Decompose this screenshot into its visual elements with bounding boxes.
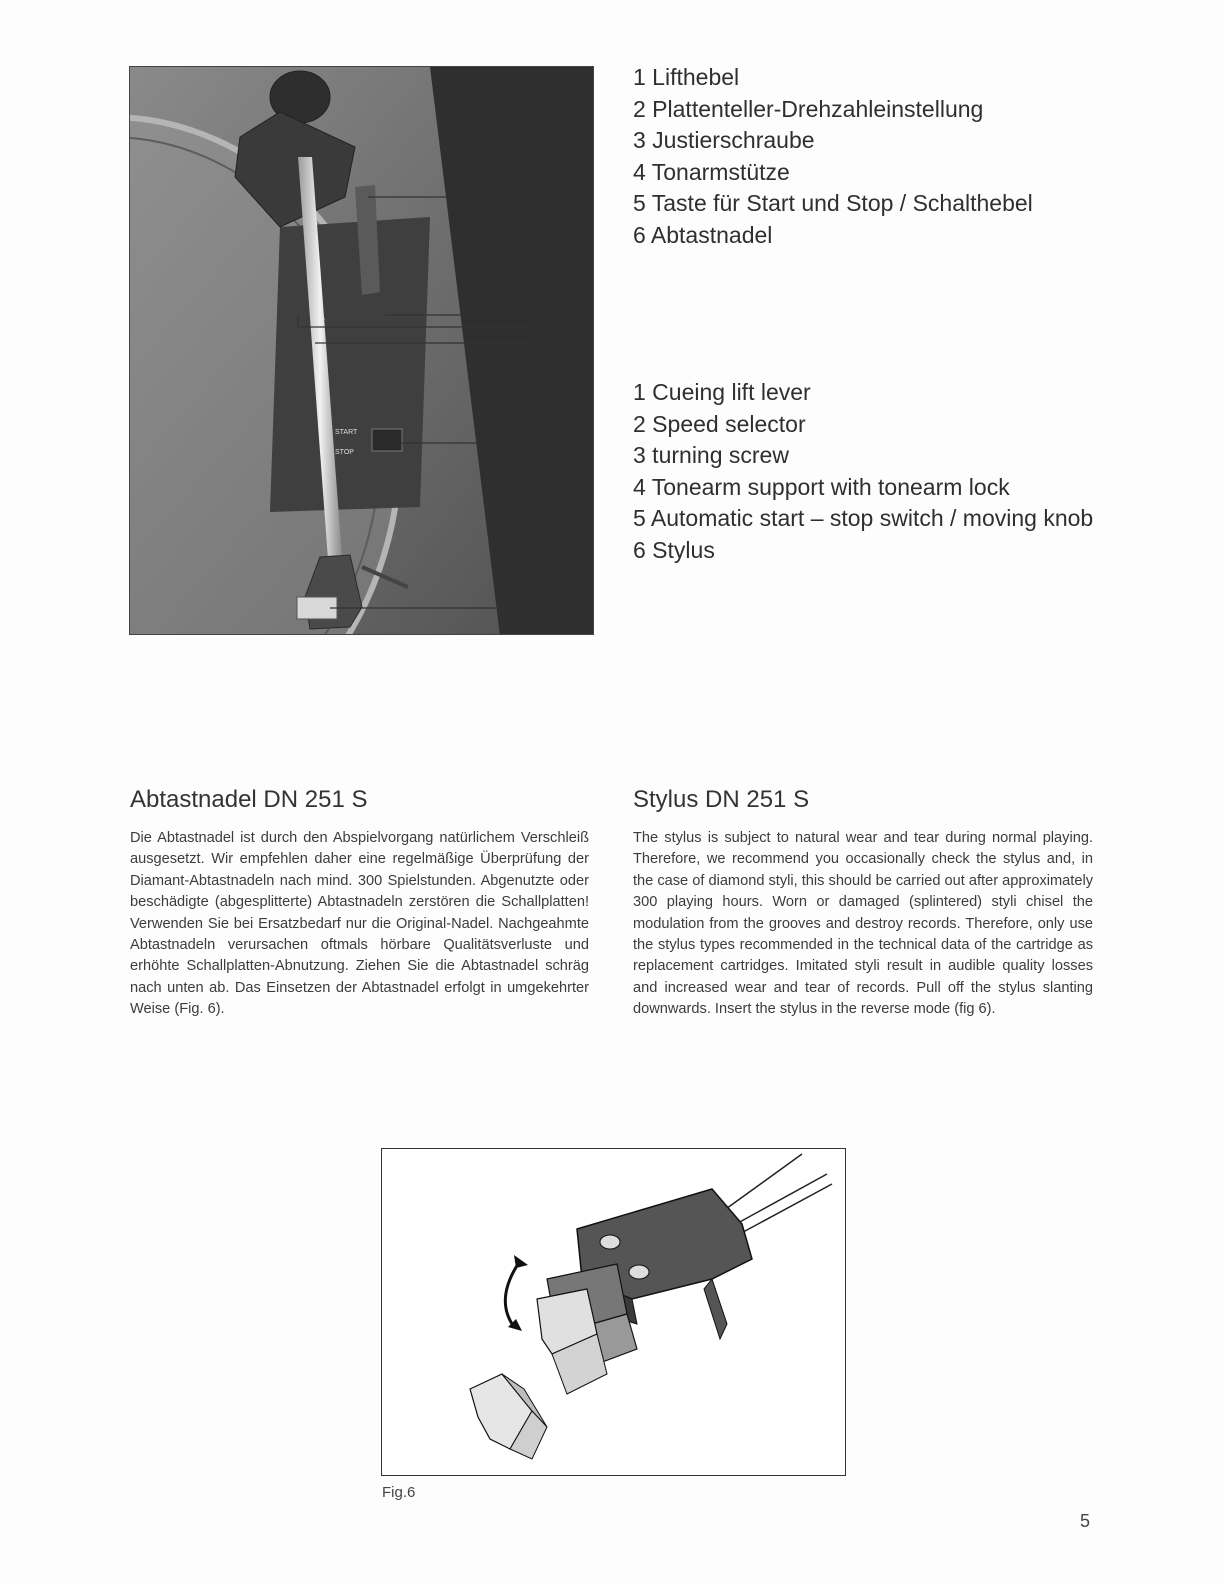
turntable-photo — [129, 66, 594, 635]
legend-item: 3 Justierschraube — [633, 127, 815, 153]
stop-label: STOP — [335, 449, 354, 456]
legend-item: 5 Automatic start – stop switch / moving knob — [633, 505, 1094, 531]
screw — [629, 1265, 649, 1279]
arrow-icon — [505, 1261, 520, 1327]
legend-item: 2 Plattenteller-Drehzahleinstellung — [633, 95, 984, 122]
legend-item: 6 Abtastnadel — [633, 221, 773, 248]
legend-item: 4 Tonearm support with tonearm lock — [633, 473, 1010, 500]
legend-item: 3 turning screw — [633, 442, 789, 468]
legend-item: 6 Stylus — [633, 536, 715, 563]
body-german: Die Abtastnadel ist durch den Abspielvorgang natürlichem Verschleiß ausgesetzt. Wir empfehlen daher eine regelmäßige Überprüfung der Diamant-Abtastnadeln nach mind. 300 Spielstunden. Abgenutzte oder beschädigte (abgesplitterte) Abtastnadeln zerstören die Schallplatten! Verwenden Sie bei Ersatzbedarf nur die Original-Nadel. Nachgeahmte Abtastnadeln verursachen oftmals hörbare Qualitätsverluste und erhöhte Schallplatten-Abnutzung. Ziehen Sie die Abtastnadel schräg nach unten ab. Das Einsetzen der Abtastnadel erfolgt in umgekehrter Weise (Fig. 6). — [130, 830, 589, 1018]
legend-item: 4 Tonarmstütze — [633, 158, 790, 185]
figure-caption: Fig.6 — [382, 1484, 416, 1501]
cartridge-illustration — [382, 1149, 844, 1474]
body-english: The stylus is subject to natural wear and tear during normal playing. Therefore, we recommend you occasionally check the stylus and, in the case of diamond styli, this should be carried out after approximately 300 playing hours. Worn or damaged (splintered) styli chisel the modulation from the grooves and destroy records. Therefore, only use the stylus types recommended in the technical data of the cartridge as replacement cartridges. Imitated styli result in audible quality losses and increased wear and tear of records. Pull off the stylus slanting downwards. Insert the stylus in the reverse mode (fig 6). — [633, 830, 1093, 1018]
legend-german — [633, 62, 1033, 251]
legend-english — [633, 377, 1093, 566]
legend-item: 2 Speed selector — [633, 410, 806, 437]
legend-item: 1 Cueing lift lever — [633, 379, 811, 405]
legend-item: 1 Lifthebel — [633, 64, 740, 90]
heading-english: Stylus DN 251 S — [633, 786, 810, 813]
heading-german: Abtastnadel DN 251 S — [130, 786, 368, 813]
start-label: START — [335, 429, 358, 436]
figure-6 — [381, 1148, 846, 1476]
legend-item: 5 Taste für Start und Stop / Schalthebel — [633, 190, 1033, 216]
page-number: 5 — [1080, 1511, 1091, 1531]
screw — [600, 1235, 620, 1249]
